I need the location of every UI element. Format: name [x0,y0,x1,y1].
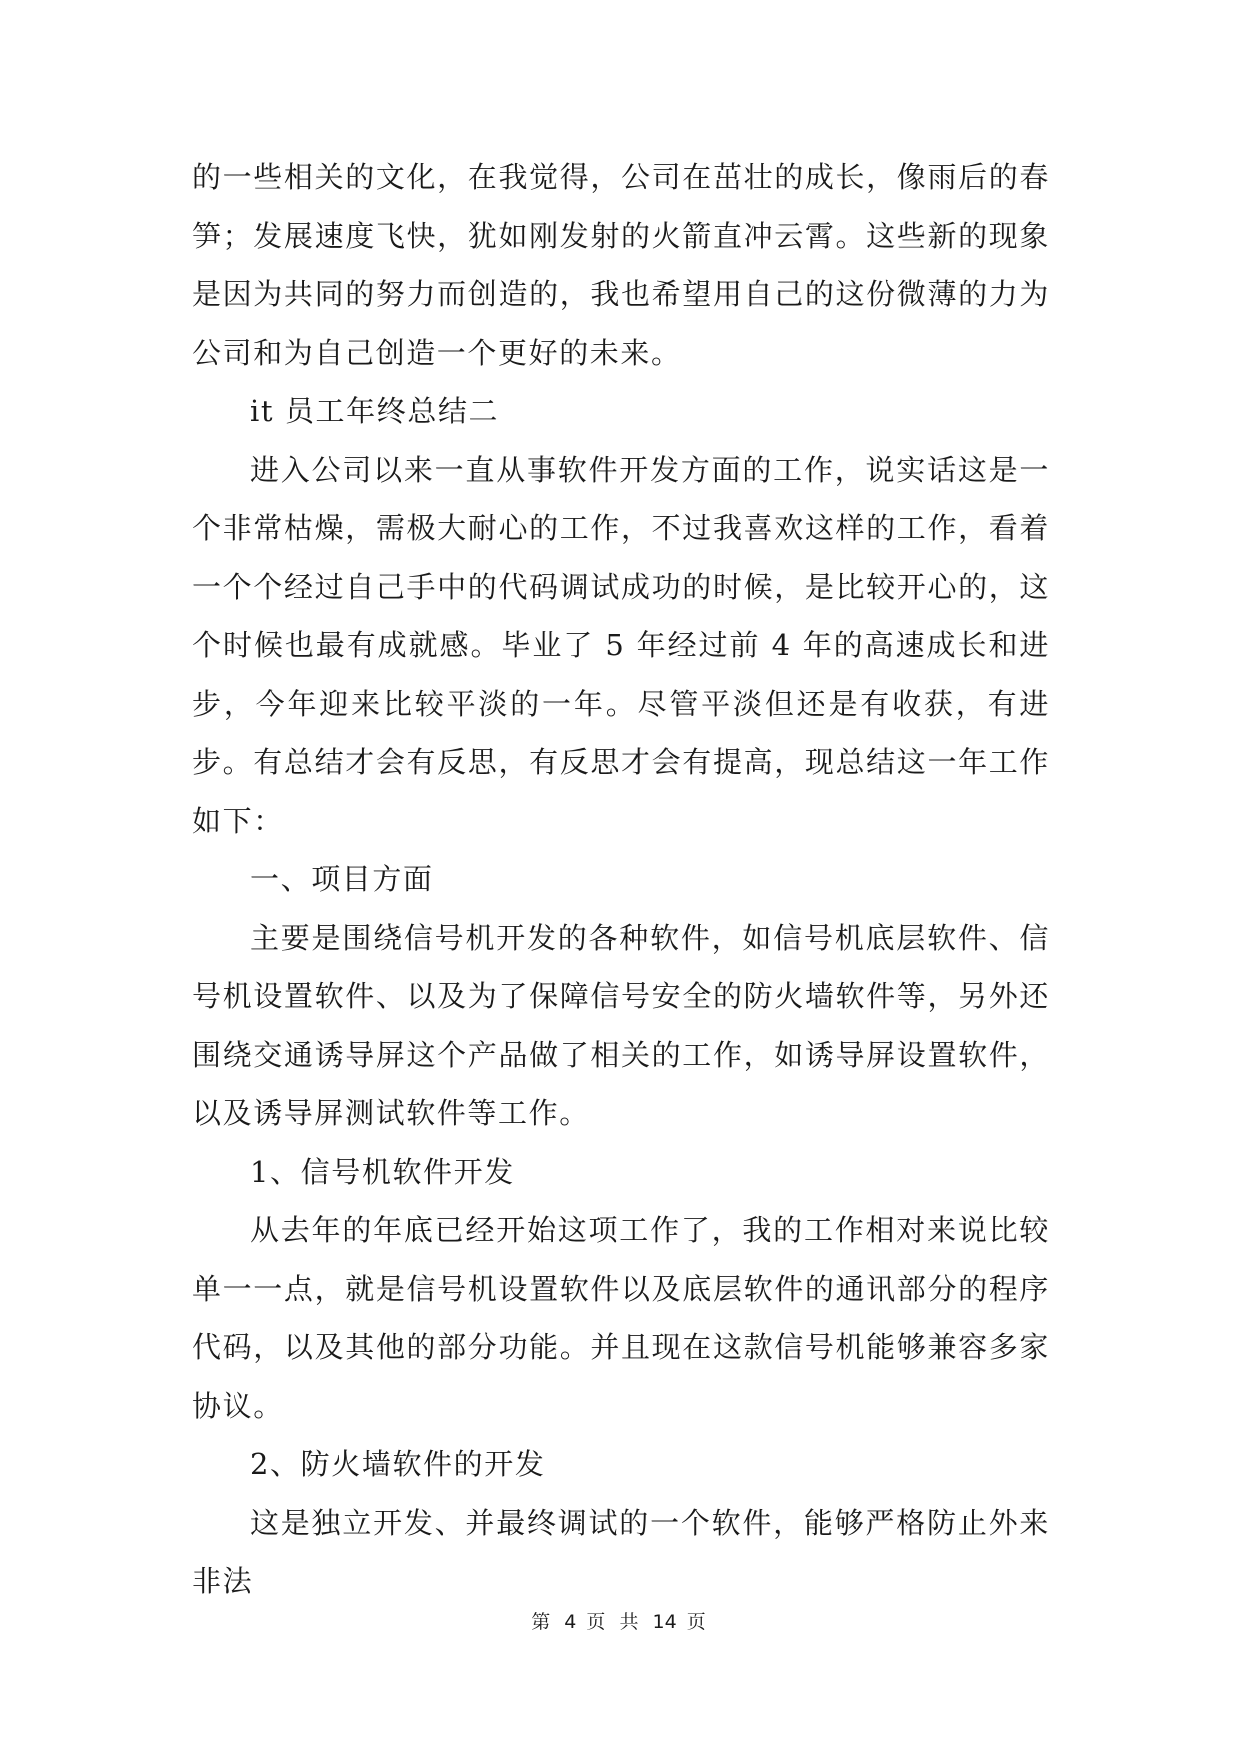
footer-suffix: 页 [686,1611,710,1633]
footer-middle: 页 共 [586,1611,643,1633]
page-footer [0,1607,1241,1634]
total-page-count: 14 [652,1611,677,1633]
paragraph-continuation: 的一些相关的文化，在我觉得，公司在茁壮的成长，像雨后的春笋；发展速度飞快，犹如刚发射的火箭直冲云霄。这些新的现象是因为共同的努力而创造的，我也希望用自己的这份微薄的力为公司和为自己创造一个更好的未来。 [192,160,1050,370]
paragraph-signal-software: 从去年的年底已经开始这项工作了，我的工作相对来说比较单一一点，就是信号机设置软件以及底层软件的通讯部分的程序代码，以及其他的部分功能。并且现在这款信号机能够兼容多家协议。 [192,1213,1050,1423]
paragraph-projects: 主要是围绕信号机开发的各种软件，如信号机底层软件、信号机设置软件、以及为了保障信号安全的防火墙软件等，另外还围绕交通诱导屏这个产品做了相关的工作，如诱导屏设置软件，以及诱导屏测试软件等工作。 [192,920,1050,1130]
paragraph-firewall-software: 这是独立开发、并最终调试的一个软件，能够严格防止外来非法 [192,1505,1050,1598]
section-heading-projects: 一、项目方面 [250,862,434,896]
footer-prefix: 第 [531,1611,555,1633]
subheading-signal-software: 1、信号机软件开发 [250,1154,515,1189]
document-body [192,148,1050,1611]
current-page-number: 4 [564,1611,577,1633]
subheading-firewall-software: 2、防火墙软件的开发 [250,1447,546,1481]
paragraph-intro: 进入公司以来一直从事软件开发方面的工作，说实话这是一个非常枯燥，需极大耐心的工作，不过我喜欢这样的工作，看着一个个经过自己手中的代码调试成功的时候，是比较开心的，这个时候也最有成就感。毕业了 5 年经过前 4 年的高速成长和进步，今年迎来比较平淡的一年。尽管平淡但还是有收获，有进步。有总结才会有反思，有反思才会有提高，现总结这一年工作如下： [192,452,1050,838]
section-heading-summary-two: it 员工年终总结二 [250,394,500,428]
